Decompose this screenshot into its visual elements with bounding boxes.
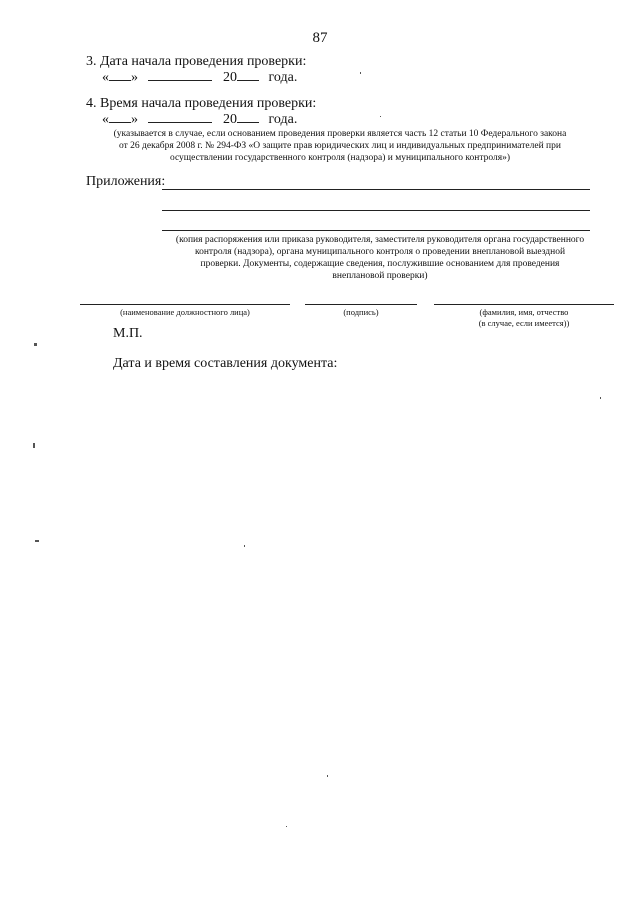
attachments-label: Приложения: bbox=[86, 174, 166, 189]
attachments-line-1 bbox=[162, 189, 590, 190]
item4-title: 4. Время начала проведения проверки: bbox=[86, 96, 317, 111]
name-caption: (фамилия, имя, отчество (в случае, если имеется)) bbox=[478, 307, 570, 328]
quote-close: » bbox=[131, 112, 138, 127]
datetime-label: Дата и время составления документа: bbox=[113, 356, 338, 371]
note-line: внеплановой проверки) bbox=[332, 271, 428, 281]
scan-speck bbox=[244, 545, 245, 547]
signature-caption: (подпись) bbox=[343, 307, 379, 317]
year-prefix: 20 bbox=[223, 112, 237, 127]
note-line: от 26 декабря 2008 г. № 294-ФЗ «О защите прав юридических лиц и индивидуальных предпринимателей при bbox=[119, 141, 561, 151]
quote-close: » bbox=[131, 70, 138, 85]
attachments-note bbox=[150, 234, 610, 282]
scan-speck bbox=[600, 397, 601, 399]
note-line: (копия распоряжения или приказа руководителя, заместителя руководителя органа государственного bbox=[175, 235, 585, 245]
attachments-line-2 bbox=[162, 210, 590, 211]
note-line: проверки. Документы, содержащие сведения, послужившие основанием для проведения bbox=[200, 259, 560, 269]
scan-speck bbox=[35, 540, 39, 542]
scan-speck bbox=[360, 72, 361, 74]
year-suffix: года. bbox=[268, 112, 298, 127]
year-prefix: 20 bbox=[223, 70, 237, 85]
item3-title: 3. Дата начала проведения проверки: bbox=[86, 54, 307, 69]
note-line: контроля (надзора), органа муниципального контроля о проведении внеплановой выездной bbox=[194, 247, 566, 257]
quote-open: « bbox=[102, 70, 109, 85]
item3-date-row bbox=[102, 70, 297, 86]
page-number: 87 bbox=[312, 30, 328, 46]
position-line bbox=[80, 304, 290, 305]
note-line: осуществлении государственного контроля (надзора) и муниципального контроля») bbox=[169, 153, 511, 163]
name-line bbox=[434, 304, 614, 305]
position-caption: (наименование должностного лица) bbox=[120, 307, 250, 317]
stamp-label: М.П. bbox=[113, 326, 143, 341]
item4-note bbox=[90, 128, 590, 164]
scan-speck bbox=[34, 343, 37, 346]
note-line: (указывается в случае, если основанием проведения проверки является часть 12 статьи 10 Федерального закона bbox=[113, 129, 567, 139]
attachments-line-3 bbox=[162, 230, 590, 231]
item4-date-row bbox=[102, 112, 297, 128]
scan-speck bbox=[286, 826, 287, 827]
scan-speck bbox=[33, 443, 35, 448]
scan-speck bbox=[327, 775, 328, 777]
scan-speck bbox=[380, 116, 381, 117]
quote-open: « bbox=[102, 112, 109, 127]
year-suffix: года. bbox=[268, 70, 298, 85]
signature-line bbox=[305, 304, 417, 305]
